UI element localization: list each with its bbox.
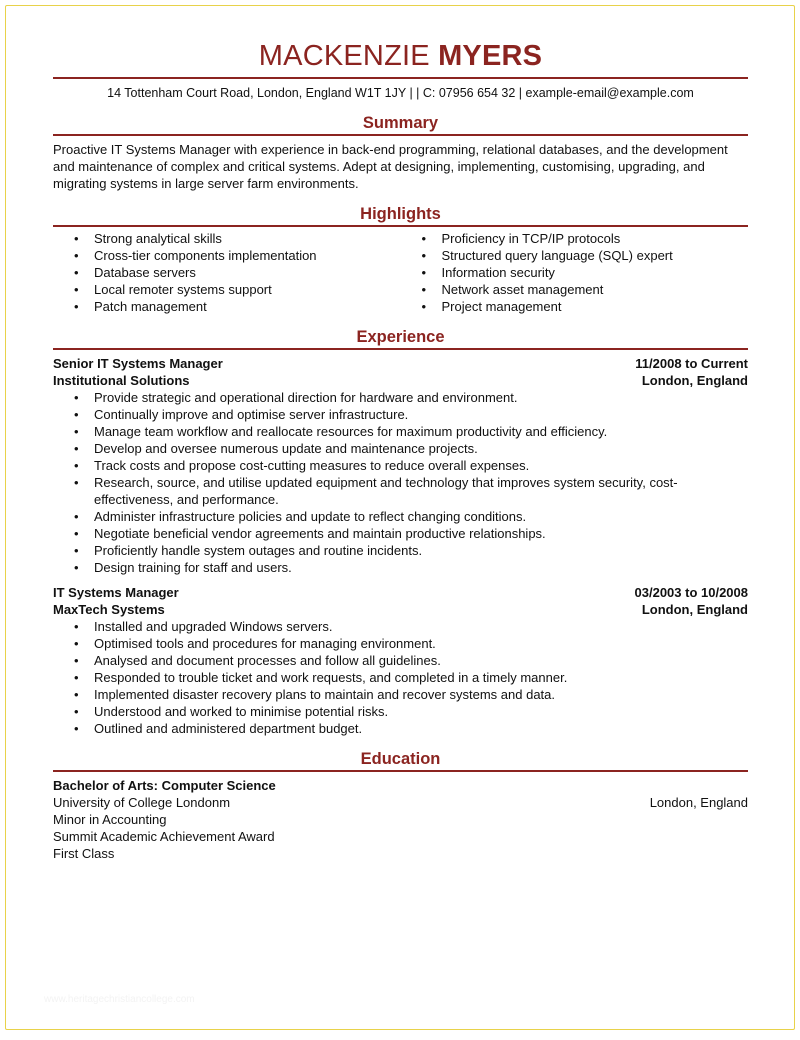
list-item: • Information security [401,264,749,281]
list-item: • Proficiency in TCP/IP protocols [401,230,749,247]
list-item: • Implemented disaster recovery plans to maintain and recover systems and data. [53,686,748,703]
job-bullets [53,618,748,737]
list-item: • Network asset management [401,281,749,298]
school-location: London, England [649,795,748,810]
list-item: • Responded to trouble ticket and work requests, and completed in a timely manner. [53,669,748,686]
contact-line: 14 Tottenham Court Road, London, England W1T 1JY | | C: 07956 654 32 | example-email@example.com [107,86,694,100]
education-heading: Education [360,750,441,768]
list-item: • Strong analytical skills [53,230,401,247]
list-item: • Track costs and propose cost-cutting measures to reduce overall expenses. [53,457,748,474]
job-position: Senior IT Systems Manager [53,356,223,371]
resume-content [53,6,748,862]
list-item: • Database servers [53,264,401,281]
experience-heading: Experience [356,328,445,346]
job-entry-1 [53,355,748,576]
list-item: • Understood and worked to minimise potential risks. [53,703,748,720]
job-entry-2 [53,584,748,737]
summary-rule [53,134,748,136]
degree-separator: : [153,778,162,793]
degree-field: Computer Science [161,778,276,793]
resume-page [5,5,795,1030]
list-item: • Installed and upgraded Windows servers. [53,618,748,635]
experience-rule [53,348,748,350]
job-dates: 03/2003 to 10/2008 [634,585,748,600]
education-detail: First Class [53,846,115,861]
education-detail: Minor in Accounting [53,812,167,827]
job-title-row [53,584,748,601]
highlights-right-list [401,230,749,315]
list-item: • Patch management [53,298,401,315]
highlights-heading: Highlights [360,205,441,223]
list-item: • Cross-tier components implementation [53,247,401,264]
highlights-columns [53,230,748,315]
watermark: www.heritagechristiancollege.com [44,994,195,1005]
list-item: • Structured query language (SQL) expert [401,247,749,264]
job-company-row [53,601,748,618]
highlights-left-list [53,230,401,315]
list-item: • Analysed and document processes and follow all guidelines. [53,652,748,669]
list-item: • Continually improve and optimise server infrastructure. [53,406,748,423]
job-company: MaxTech Systems [53,602,165,617]
first-name: MACKENZIE [258,40,430,72]
job-dates: 11/2008 to Current [635,356,748,371]
job-company: Institutional Solutions [53,373,190,388]
list-item: • Negotiate beneficial vendor agreements and maintain productive relationships. [53,525,748,542]
header-rule [53,77,748,79]
list-item: • Administer infrastructure policies and update to reflect changing conditions. [53,508,748,525]
degree-row [53,777,748,794]
summary-text: Proactive IT Systems Manager with experience in back-end programming, relational databases, and the development and maintenance of complex and critical systems. Adept at designing, implementing, customising, upgrading, and migrating systems in large server farm environments. [53,142,728,191]
list-item: • Research, source, and utilise updated equipment and technology that improves system security, cost-effectiveness, and performance. [53,474,748,508]
list-item: • Design training for staff and users. [53,559,748,576]
school-row [53,794,748,811]
job-location: London, England [641,373,748,388]
summary-heading: Summary [362,114,439,132]
list-item: • Develop and oversee numerous update and maintenance projects. [53,440,748,457]
job-company-row [53,372,748,389]
list-item: • Outlined and administered department budget. [53,720,748,737]
list-item: • Optimised tools and procedures for managing environment. [53,635,748,652]
list-item: • Provide strategic and operational direction for hardware and environment. [53,389,748,406]
education-rule [53,770,748,772]
degree-name: Bachelor of Arts [53,778,154,793]
education-detail: Summit Academic Achievement Award [53,829,275,844]
job-location: London, England [641,602,748,617]
last-name: MYERS [438,40,543,72]
job-position: IT Systems Manager [53,585,179,600]
list-item: • Local remoter systems support [53,281,401,298]
list-item: • Manage team workflow and reallocate resources for maximum productivity and efficiency. [53,423,748,440]
job-bullets [53,389,748,576]
education-entry [53,777,748,862]
list-item: • Proficiently handle system outages and routine incidents. [53,542,748,559]
highlights-rule [53,225,748,227]
candidate-name [53,39,748,73]
job-title-row [53,355,748,372]
list-item: • Project management [401,298,749,315]
school-name: University of College Londonm [53,795,231,810]
degree [53,777,276,794]
